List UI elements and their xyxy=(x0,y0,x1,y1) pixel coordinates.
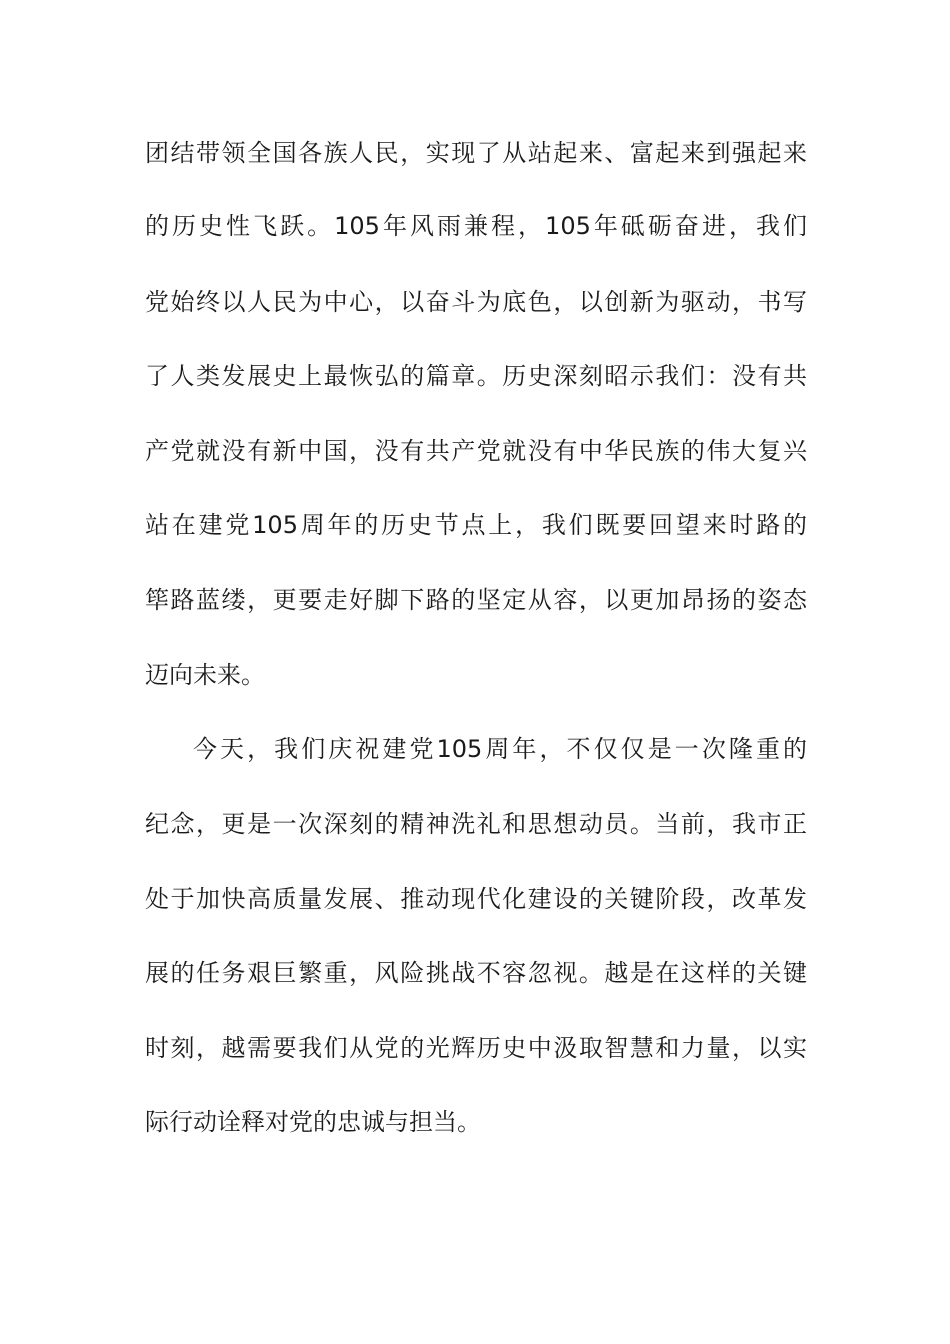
text-line: 迈向未来。 xyxy=(145,661,265,689)
text-line: 党始终以人民为中心，以奋斗为底色，以创新为驱动，书写 xyxy=(145,288,807,316)
text-line: 站在建党105周年的历史节点上，我们既要回望来时路的 xyxy=(145,511,807,539)
text-line: 产党就没有新中国，没有共产党就没有中华民族的伟大复兴 xyxy=(145,437,807,465)
text-line: 时刻，越需要我们从党的光辉历史中汲取智慧和力量，以实 xyxy=(145,1034,807,1062)
text-line: 的历史性飞跃。105年风雨兼程，105年砥砺奋进，我们 xyxy=(145,212,807,240)
text-line: 纪念，更是一次深刻的精神洗礼和思想动员。当前，我市正 xyxy=(145,810,807,838)
text-line: 了人类发展史上最恢弘的篇章。历史深刻昭示我们：没有共 xyxy=(145,362,807,390)
text-line: 处于加快高质量发展、推动现代化建设的关键阶段，改革发 xyxy=(145,885,807,913)
text-line: 际行动诠释对党的忠诚与担当。 xyxy=(145,1108,481,1136)
text-line: 团结带领全国各族人民，实现了从站起来、富起来到强起来 xyxy=(145,139,807,167)
text-line: 筚路蓝缕，更要走好脚下路的坚定从容，以更加昂扬的姿态 xyxy=(145,586,807,614)
text-line: 展的任务艰巨繁重，风险挑战不容忽视。越是在这样的关键 xyxy=(145,959,807,987)
text-line: 今天，我们庆祝建党105周年，不仅仅是一次隆重的 xyxy=(193,735,807,763)
